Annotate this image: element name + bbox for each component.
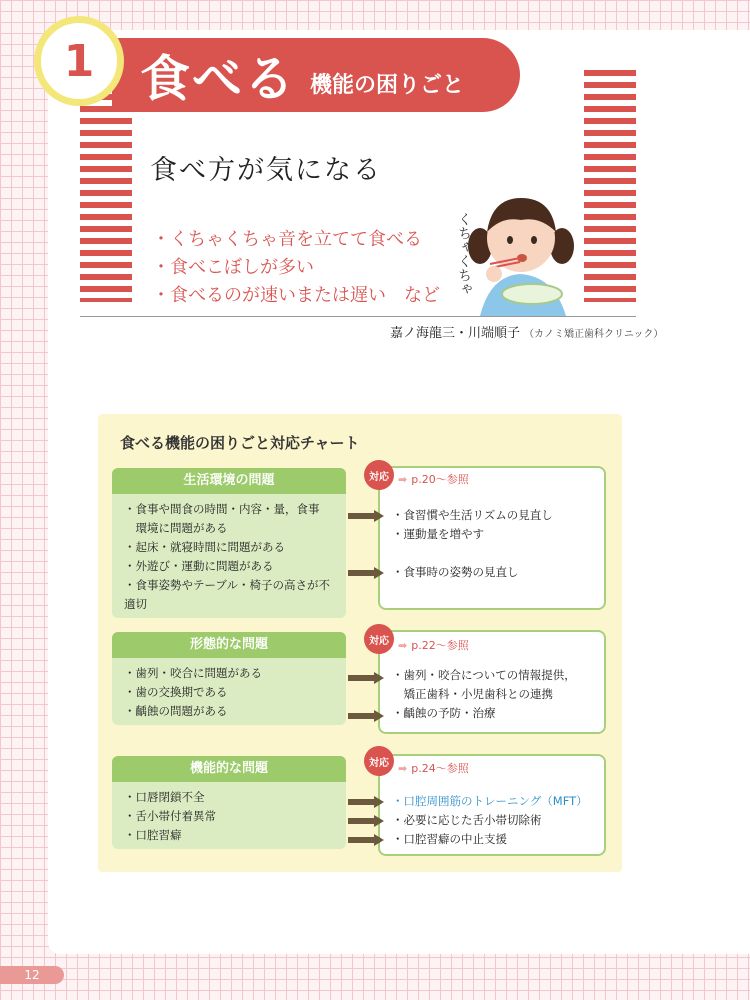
author-line	[390, 322, 663, 341]
response-item: ・齲蝕の予防・治療	[392, 706, 496, 720]
arrow-icon	[348, 834, 384, 846]
response-item: ・口腔周囲筋のトレーニング（MFT）	[392, 794, 588, 808]
page-reference: ➡ p.20～参照	[398, 473, 469, 486]
symptom-list	[152, 226, 440, 310]
problem-heading: 形態的な問題	[112, 632, 346, 658]
page-reference: ➡ p.22～参照	[398, 639, 469, 652]
problem-box-lifestyle	[112, 468, 346, 618]
title-banner	[112, 38, 520, 112]
decorative-stripes-right	[584, 70, 636, 302]
lead-text: 食べ方が気になる	[150, 155, 382, 186]
page-reference: ➡ p.24～参照	[398, 762, 469, 775]
symptom-item: ・くちゃくちゃ音を立てて食べる	[152, 229, 422, 250]
response-item: ・食習慣や生活リズムの見直し	[392, 508, 553, 522]
response-item: ・歯列・咬合についての情報提供，	[392, 668, 576, 682]
problem-item: ・口腔習癖	[124, 828, 182, 842]
header-divider	[80, 316, 636, 317]
page-number: 12	[0, 966, 64, 984]
response-item: ・必要に応じた舌小帯切除術	[392, 813, 542, 827]
page-title: 食べる	[140, 50, 296, 108]
arrow-icon	[348, 710, 384, 722]
response-item: ・口腔習癖の中止支援	[392, 832, 507, 846]
problem-box-morphological	[112, 632, 346, 725]
arrow-icon	[348, 815, 384, 827]
chapter-number: 1	[63, 35, 95, 87]
symptom-item: ・食べるのが速いまたは遅い など	[152, 285, 440, 306]
problem-heading: 生活環境の問題	[112, 468, 346, 494]
sound-effect-text: くちゃくちゃ	[456, 212, 472, 296]
problem-item: ・起床・就寝時間に問題がある	[124, 540, 285, 554]
chapter-number-badge	[34, 16, 124, 106]
response-tag: 対応	[364, 624, 394, 654]
arrow-icon	[348, 567, 384, 579]
problem-item: ・齲蝕の問題がある	[124, 704, 228, 718]
arrow-icon	[348, 672, 384, 684]
response-item: ・運動量を増やす	[392, 527, 484, 541]
response-tag: 対応	[364, 460, 394, 490]
arrow-icon	[348, 796, 384, 808]
author-affiliation: （カノミ矯正歯科クリニック）	[524, 329, 664, 340]
arrow-icon	[348, 510, 384, 522]
problem-item: 環境に問題がある	[124, 521, 228, 535]
problem-item: ・食事姿勢やテーブル・椅子の高さが不適切	[124, 578, 330, 611]
problem-item: ・歯の交換期である	[124, 685, 228, 699]
problem-item: ・口唇閉鎖不全	[124, 790, 205, 804]
problem-item: ・外遊び・運動に問題がある	[124, 559, 274, 573]
symptom-item: ・食べこぼしが多い	[152, 257, 314, 278]
chart-title: 食べる機能の困りごと対応チャート	[120, 434, 360, 452]
response-item: ・食事時の姿勢の見直し	[392, 565, 519, 579]
author-names: 嘉ノ海龍三・川端順子	[390, 326, 521, 341]
problem-item: ・食事や間食の時間・内容・量，食事	[124, 502, 320, 516]
problem-item: ・舌小帯付着異常	[124, 809, 216, 823]
response-item: 矯正歯科・小児歯科との連携	[392, 687, 553, 701]
problem-heading: 機能的な問題	[112, 756, 346, 782]
page-subtitle: 機能の困りごと	[310, 72, 465, 98]
response-item	[392, 544, 598, 563]
problem-box-functional	[112, 756, 346, 849]
problem-item: ・歯列・咬合に問題がある	[124, 666, 262, 680]
response-box-lifestyle	[378, 466, 606, 610]
response-tag: 対応	[364, 746, 394, 776]
